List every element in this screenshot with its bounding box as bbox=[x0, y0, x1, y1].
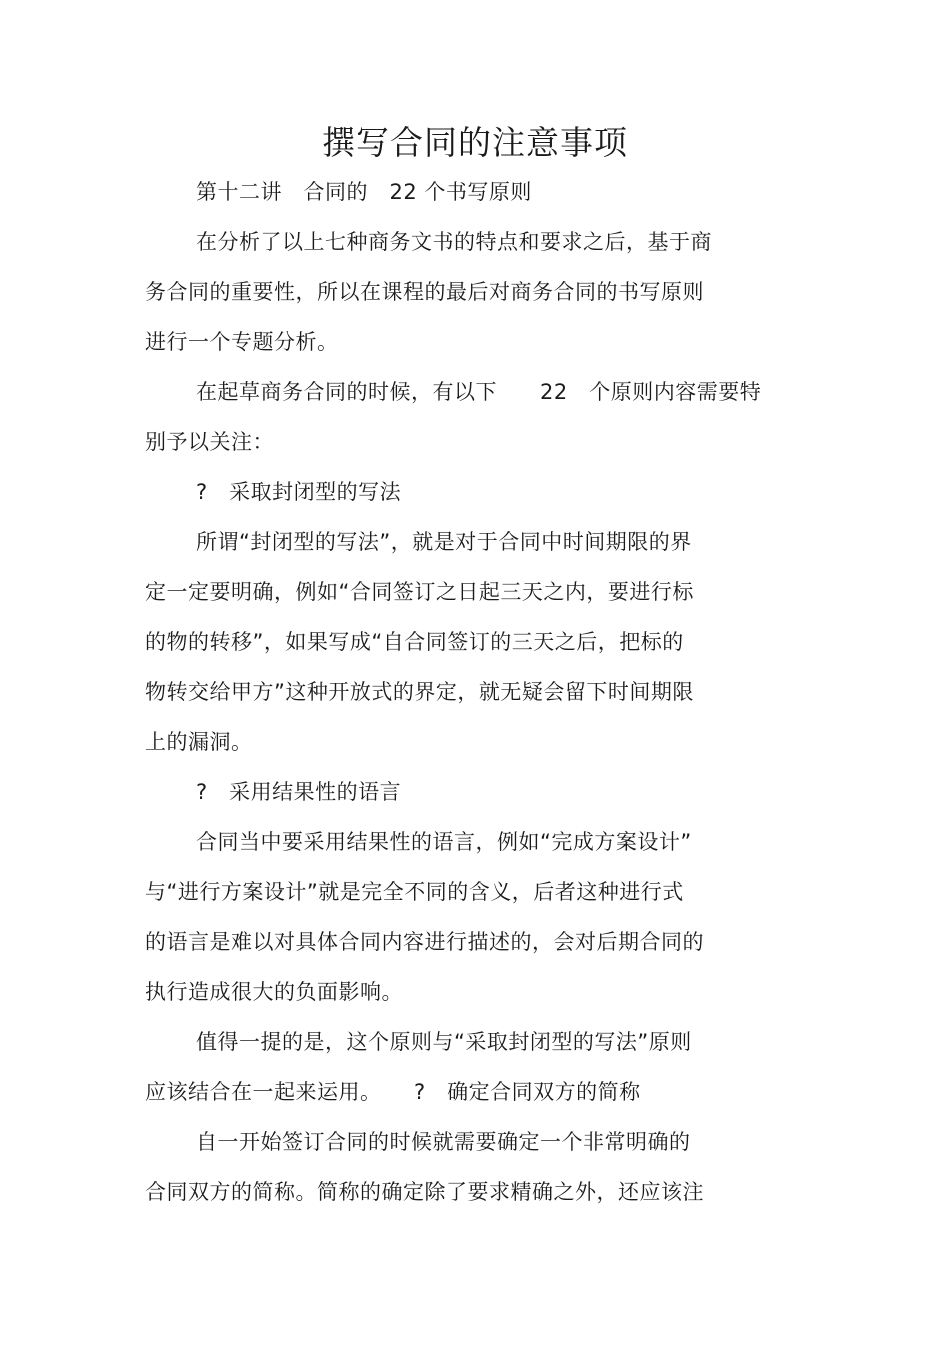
paragraph-line: 物转交给甲方”这种开放式的界定，就无疑会留下时间期限 bbox=[145, 680, 694, 704]
paragraph-line: 在起草商务合同的时候，有以下 22 个原则内容需要特 bbox=[196, 380, 762, 404]
paragraph-line: 合同当中要采用结果性的语言，例如“完成方案设计” bbox=[196, 830, 692, 854]
paragraph-line: 所谓“封闭型的写法”，就是对于合同中时间期限的界 bbox=[196, 530, 692, 554]
section-heading: ? 采取封闭型的写法 bbox=[196, 480, 402, 504]
paragraph-line: 值得一提的是，这个原则与“采取封闭型的写法”原则 bbox=[196, 1030, 692, 1054]
paragraph-line: 的语言是难以对具体合同内容进行描述的，会对后期合同的 bbox=[145, 930, 704, 954]
paragraph-line: 执行造成很大的负面影响。 bbox=[145, 980, 403, 1004]
paragraph-line: 上的漏洞。 bbox=[145, 730, 253, 754]
paragraph-line: 与“进行方案设计”就是完全不同的含义，后者这种进行式 bbox=[145, 880, 684, 904]
section-heading: ? 采用结果性的语言 bbox=[196, 780, 402, 804]
paragraph-line: 的物的转移”，如果写成“自合同签订的三天之后，把标的 bbox=[145, 630, 684, 654]
paragraph-line: 自一开始签订合同的时候就需要确定一个非常明确的 bbox=[196, 1130, 691, 1154]
paragraph-line: 合同双方的简称。简称的确定除了要求精确之外，还应该注 bbox=[145, 1180, 704, 1204]
document-title: 撰写合同的注意事项 bbox=[322, 123, 628, 162]
paragraph-line: 在分析了以上七种商务文书的特点和要求之后，基于商 bbox=[196, 230, 712, 254]
paragraph-line: 应该结合在一起来运用。 ? 确定合同双方的简称 bbox=[145, 1080, 641, 1104]
lecture-heading: 第十二讲 合同的 22 个书写原则 bbox=[196, 180, 532, 204]
paragraph-line: 别予以关注： bbox=[145, 430, 274, 454]
paragraph-line: 务合同的重要性，所以在课程的最后对商务合同的书写原则 bbox=[145, 280, 704, 304]
paragraph-line: 进行一个专题分析。 bbox=[145, 330, 339, 354]
paragraph-line: 定一定要明确，例如“合同签订之日起三天之内，要进行标 bbox=[145, 580, 694, 604]
